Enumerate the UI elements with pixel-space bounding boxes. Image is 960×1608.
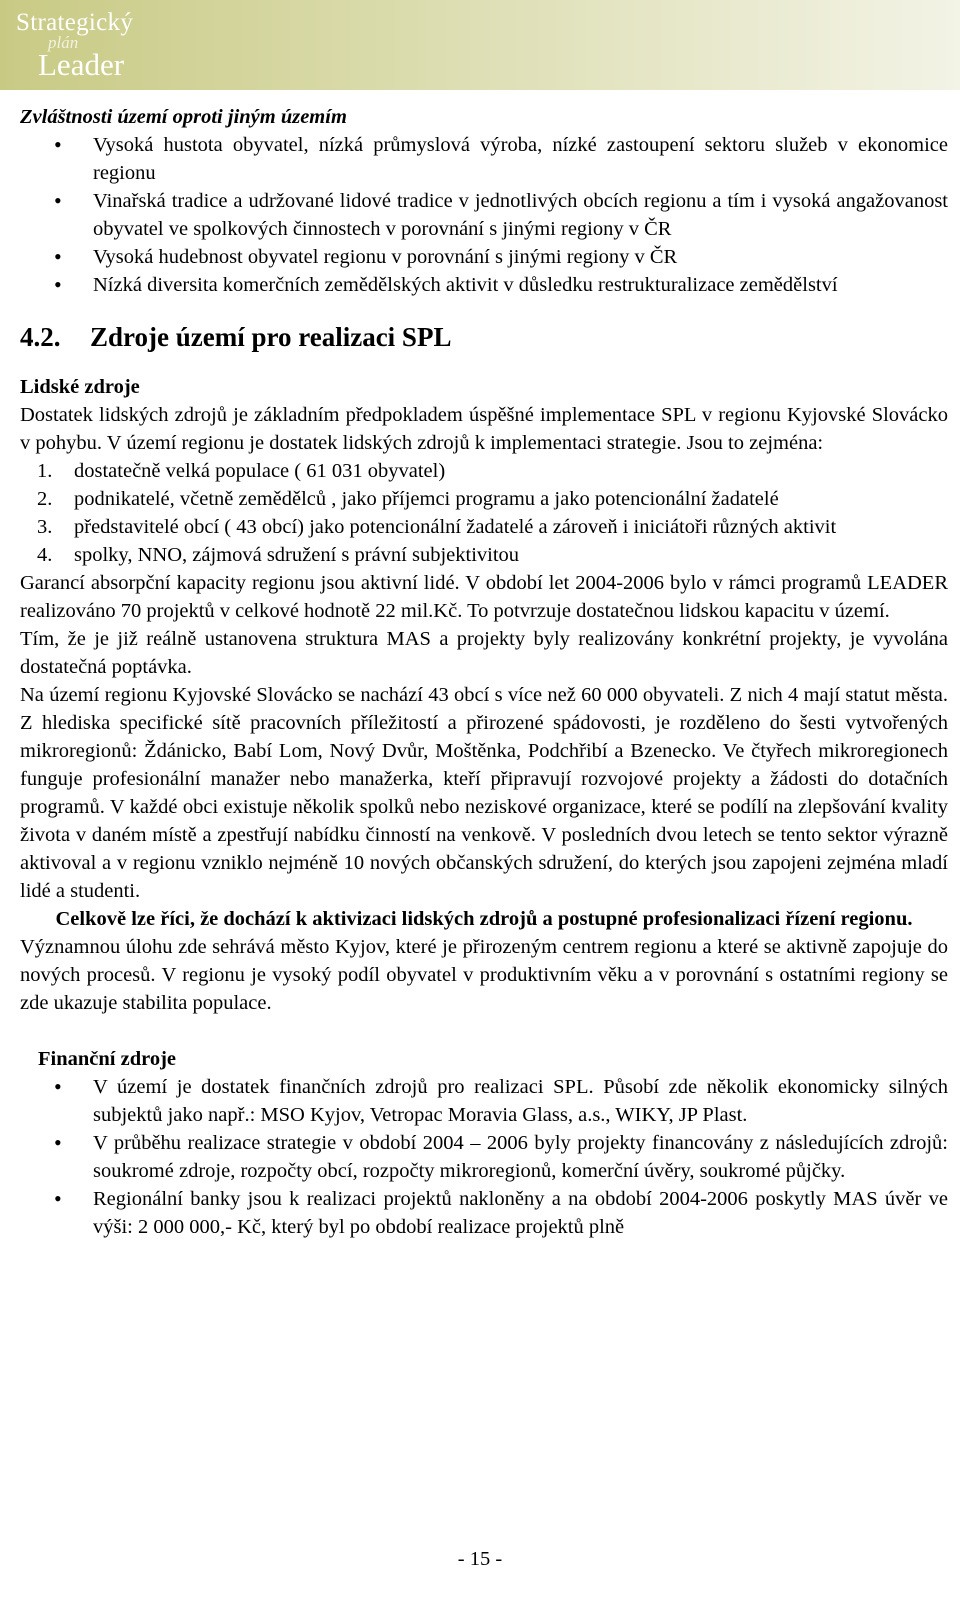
document-body [20,103,948,1241]
list-item [20,513,948,541]
list-item-text: představitelé obcí ( 43 obcí) jako potencionální žadatelé a zároveň i iniciátoři různých aktivit [74,516,837,538]
list-item-number: 4. [37,544,53,566]
human-resources-intro: Dostatek lidských zdrojů je základním předpokladem úspěšné implementace SPL v regionu Kyjovské Slovácko v pohybu. V území regionu je dostatek lidských zdrojů k implementaci strategie. Jsou to zejména: [20,404,948,454]
list-item-text: podnikatelé, včetně zemědělců , jako příjemci programu a jako potencionální žadatelé [74,488,779,510]
features-heading: Zvláštnosti území oproti jiným územím [20,106,347,128]
financial-bullet-2: • V průběhu realizace strategie v období 2004 – 2006 byly projekty financovány z následujících zdrojů: soukromé zdroje, rozpočty obcí, rozpočty mikroregionů, komerční úvěry, soukromé půjčky. [20,1129,948,1185]
features-bullet-2: • Vinařská tradice a udržované lidové tradice v jednotlivých obcích regionu a tím i vysoká angažovanost obyvatel ve spolkových činnostech v porovnání s jinými regiony v ČR [20,187,948,243]
features-list [20,131,948,299]
paragraph-absorption: Garancí absorpční kapacity regionu jsou aktivní lidé. V období let 2004-2006 bylo v rámci programů LEADER realizováno 70 projektů v celkové hodnotě 22 mil.Kč. To potvrzuje dostatečnou lidskou kapacitu v území. [20,572,948,622]
list-item [20,541,948,569]
human-resources-heading: Lidské zdroje [20,376,140,398]
page-number: - 15 - [457,1548,503,1570]
paragraph-kyjov: Významnou úlohu zde sehrává město Kyjov, které je přirozeným centrem regionu a které se aktivně zapojuje do nových procesů. V regionu je vysoký podíl obyvatel v produktivním věku a v porovnání s ostatními regiony se zde ukazuje stabilita populace. [20,936,948,1014]
logo-line-2: plán [48,33,79,52]
list-item [20,457,948,485]
section-title: Zdroje území pro realizaci SPL [90,322,452,352]
spacer [20,1017,948,1045]
financial-resources-heading: Finanční zdroje [38,1048,176,1070]
financial-bullet-3: • Regionální banky jsou k realizaci projektů nakloněny a na období 2004-2006 poskytly MAS úvěr ve výši: 2 000 000,- Kč, který byl po období realizace projektů plně [20,1185,948,1241]
paragraph-mas-structure: Tím, že je již reálně ustanovena struktura MAS a projekty byly realizovány konkrétní projekty, je vyvolána dostatečná poptávka. [20,628,948,678]
financial-list [20,1073,948,1241]
logo-line-3: Leader [38,47,125,82]
header-band [0,0,960,90]
logo-line-1: Strategický [16,9,134,36]
list-item-text: dostatečně velká populace ( 61 031 obyvatel) [74,460,446,482]
section-number: 4.2. [20,322,61,352]
features-bullet-1: • Vysoká hustota obyvatel, nízká průmyslová výroba, nízké zastoupení sektoru služeb v ekonomice regionu [20,131,948,187]
features-bullet-3: • Vysoká hudebnost obyvatel regionu v porovnání s jinými regiony v ČR [20,243,948,271]
list-item-text: spolky, NNO, zájmová sdružení s právní subjektivitou [74,544,520,566]
list-item-number: 2. [37,488,53,510]
financial-bullet-1: • V území je dostatek finančních zdrojů pro realizaci SPL. Působí zde několik ekonomicky silných subjektů jako např.: MSO Kyjov, Vetropac Moravia Glass, a.s., WIKY, JP Plast. [20,1073,948,1129]
list-item-number: 1. [37,460,53,482]
list-item-number: 3. [37,516,53,538]
summary-statement: Celkově lze říci, že dochází k aktivizaci lidských zdrojů a postupné profesionalizaci řízení regionu. [55,908,913,930]
paragraph-region: Na území regionu Kyjovské Slovácko se nachází 43 obcí s více než 60 000 obyvateli. Z nich 4 mají statut města. Z hlediska specifické sítě pracovních příležitostí a přirozené spádovosti, je rozděleno do šesti vytvořených mikroregionů: Ždánicko, Babí Lom, Nový Dvůr, Moštěnka, Podchřibí a Bzenecko. Ve čtyřech mikroregionech funguje profesionální manažer nebo manažerka, kteří připravují rozvojové projekty a žádosti do dotačních programů. V každé obci existuje několik spolků nebo neziskové organizace, které se podílí na zlepšování kvality života v daném místě a zpestřují nabídku činností na venkově. V posledních dvou letech se tento sektor výrazně aktivoval a v regionu vzniklo nejméně 10 nových občanských sdružení, do kterých jsou zapojeni zejména mladí lidé a studenti. [20,684,948,902]
human-resources-list [20,457,948,569]
features-bullet-4: • Nízká diversita komerčních zemědělských aktivit v důsledku restrukturalizace zemědělství [20,271,948,299]
strategicky-plan-leader-logo [16,10,133,80]
section-heading [20,321,948,353]
list-item [20,485,948,513]
